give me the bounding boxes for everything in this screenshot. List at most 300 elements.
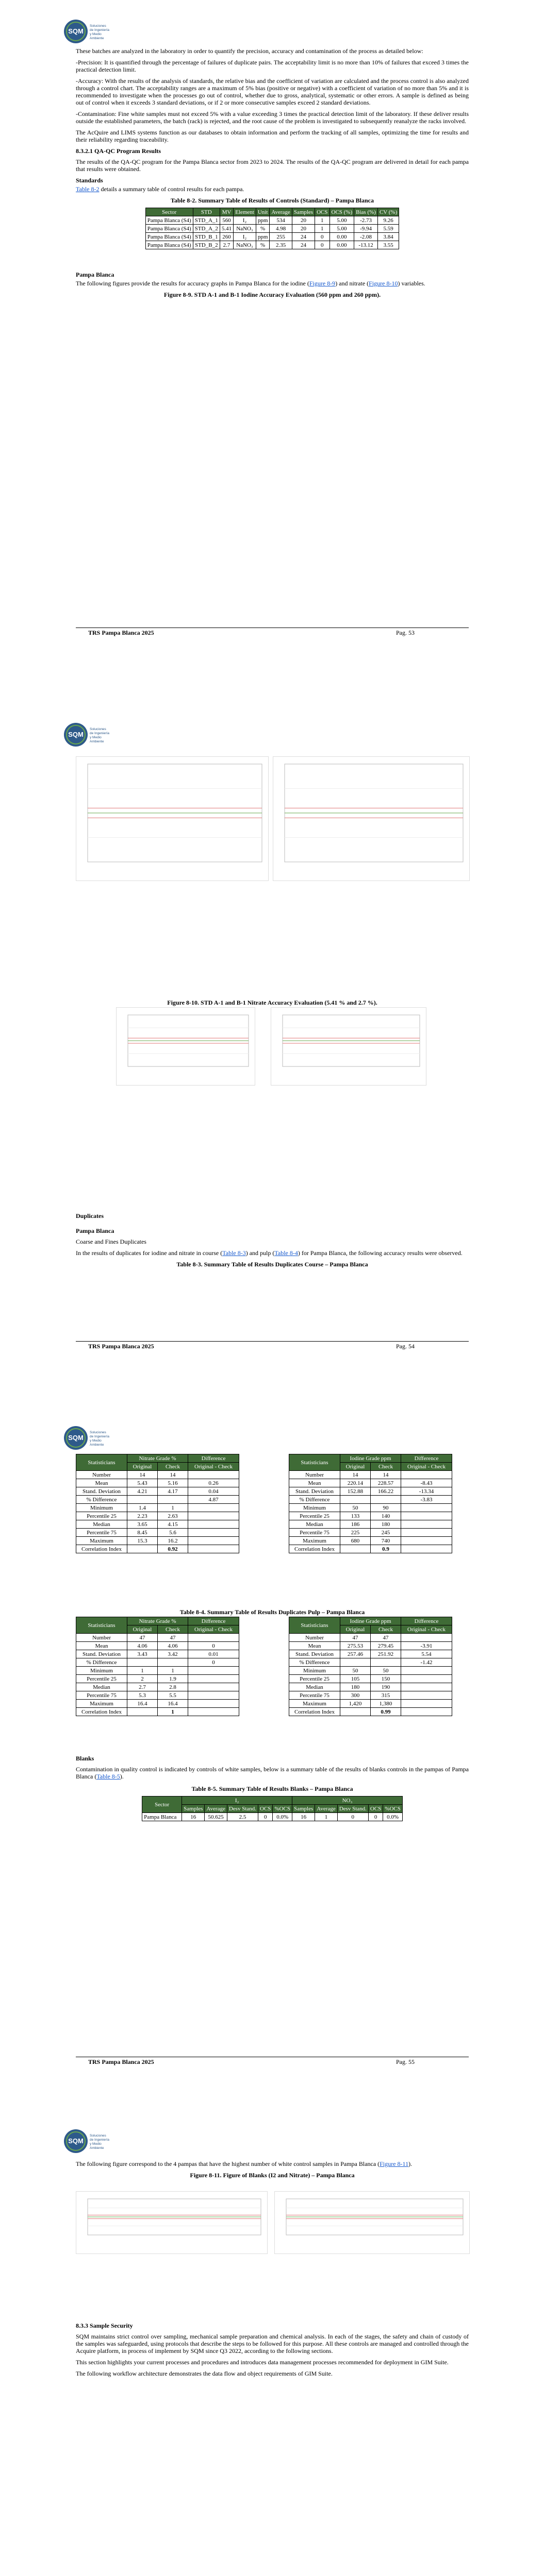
std-cell: 3.55 xyxy=(377,241,399,249)
stat-cell xyxy=(188,1529,239,1537)
stat-cell: 3.42 xyxy=(158,1650,188,1658)
stat-cell xyxy=(188,1512,239,1520)
stat-cell xyxy=(401,1675,452,1683)
stat-cell xyxy=(127,1545,158,1553)
sub-header: Original - Check xyxy=(188,1625,239,1634)
std-row xyxy=(145,241,399,249)
t5-cell: 0.0% xyxy=(273,1813,292,1821)
std-cell: 0 xyxy=(315,233,329,241)
stat-cell: Correlation Index xyxy=(76,1545,127,1553)
sub-header: Original xyxy=(340,1625,371,1634)
stat-cell: 8.45 xyxy=(127,1529,158,1537)
t5-cell: 0 xyxy=(337,1813,368,1821)
std-cell: -9.94 xyxy=(354,225,378,233)
stat-cell xyxy=(401,1529,452,1537)
stat-cell: 1 xyxy=(158,1667,188,1675)
stat-cell: Percentile 75 xyxy=(289,1529,340,1537)
duplicates-stat-table xyxy=(289,1454,452,1553)
page-55 xyxy=(0,1406,544,2110)
stat-cell: Median xyxy=(289,1683,340,1691)
stat-cell: 1 xyxy=(158,1708,188,1716)
page-56 xyxy=(0,2110,544,2576)
sub-header: Check xyxy=(158,1463,188,1471)
stat-cell: 47 xyxy=(127,1634,158,1642)
stat-cell: 180 xyxy=(340,1683,371,1691)
std-row xyxy=(145,233,399,241)
t5-cell: 16 xyxy=(182,1813,205,1821)
blanks-iodine-chart xyxy=(76,2191,268,2254)
stat-cell xyxy=(188,1675,239,1683)
stat-cell xyxy=(188,1471,239,1479)
figure-8-11-caption: Figure 8-11. Figure of Blanks (I2 and Nitrate) – Pampa Blanca xyxy=(190,2172,355,2179)
std-header-cell: STD xyxy=(193,208,220,216)
stat-cell: 5.3 xyxy=(127,1691,158,1700)
stat-cell xyxy=(401,1691,452,1700)
blanks-figure-paragraph: The following figure correspond to the 4 pampas that have the highest number of white control samples in Pampa Blanca (Figure 8-11). xyxy=(76,2160,413,2167)
sub-header: Check xyxy=(158,1625,188,1634)
coarse-fines-label: Coarse and Fines Duplicates xyxy=(76,1238,146,1245)
stat-cell: 5.54 xyxy=(401,1650,452,1658)
stat-cell: 50 xyxy=(371,1667,401,1675)
stat-cell: Percentile 25 xyxy=(289,1675,340,1683)
stat-cell: 166.22 xyxy=(371,1487,401,1496)
stat-cell: 4.17 xyxy=(158,1487,188,1496)
std-cell: Pampa Blanca (S4) xyxy=(145,241,193,249)
precision-paragraph: -Precision: It is quantified through the percentage of failures of duplicate pairs. The acceptability limit is no more than 10% of failures that exceed 3 times the practical detection limit. xyxy=(76,59,469,73)
stat-row xyxy=(289,1650,452,1658)
stat-row xyxy=(76,1700,239,1708)
std-header-cell: Element xyxy=(234,208,256,216)
page-54 xyxy=(0,703,544,1406)
figure-8-10-link[interactable]: Figure 8-10 xyxy=(369,280,398,287)
std-cell: 1 xyxy=(315,225,329,233)
std-cell: 5.41 xyxy=(220,225,233,233)
stat-cell: 15.3 xyxy=(127,1537,158,1545)
stat-cell: 2.63 xyxy=(158,1512,188,1520)
std-cell: Pampa Blanca (S4) xyxy=(145,216,193,225)
sub-header: Check xyxy=(371,1463,401,1471)
stat-cell: -3.83 xyxy=(401,1496,452,1504)
grade-header: Iodine Grade ppm xyxy=(340,1617,401,1625)
t5-cell: 1 xyxy=(315,1813,337,1821)
pampa-blanca-heading-2: Pampa Blanca xyxy=(76,1227,114,1234)
stat-cell: % Difference xyxy=(289,1496,340,1504)
stat-row xyxy=(289,1512,452,1520)
stat-cell: 14 xyxy=(127,1471,158,1479)
page-55-footer: TRS Pampa Blanca 2025 Pag. 55 xyxy=(76,2057,469,2058)
std-cell: I₂ xyxy=(234,216,256,225)
std-cell: NaNO₃ xyxy=(234,225,256,233)
stat-cell: Correlation Index xyxy=(76,1708,127,1716)
stat-row xyxy=(289,1520,452,1529)
stat-cell: 2 xyxy=(127,1675,158,1683)
stat-cell: Maximum xyxy=(289,1700,340,1708)
table-8-3-left xyxy=(76,1454,239,1553)
std-header-cell: OCS xyxy=(315,208,329,216)
std-cell: 3.84 xyxy=(377,233,399,241)
nitrate-accuracy-chart-b1 xyxy=(271,1007,426,1086)
stat-cell xyxy=(340,1545,371,1553)
difference-header: Difference xyxy=(401,1617,452,1625)
stat-cell: 50 xyxy=(340,1667,371,1675)
sub-header: Original xyxy=(127,1625,158,1634)
stat-cell: Stand. Deviation xyxy=(76,1650,127,1658)
stat-cell: 150 xyxy=(371,1675,401,1683)
stat-cell xyxy=(401,1520,452,1529)
table-8-4-link[interactable]: Table 8-4 xyxy=(274,1249,298,1257)
stat-row xyxy=(289,1700,452,1708)
stat-cell: 0.99 xyxy=(371,1708,401,1716)
acquire-paragraph: The AcQuire and LIMS systems function as our databases to obtain information and perform the tracking of all samples, optimizing the time for results and their reliability regarding traceability. xyxy=(76,129,469,143)
std-row xyxy=(145,216,399,225)
stat-row xyxy=(76,1537,239,1545)
stat-cell: 225 xyxy=(340,1529,371,1537)
figure-8-10-caption: Figure 8-10. STD A-1 and B-1 Nitrate Accuracy Evaluation (5.41 % and 2.7 %). xyxy=(167,999,377,1006)
t5-cell: 0 xyxy=(368,1813,383,1821)
stat-cell: 275.53 xyxy=(340,1642,371,1650)
stat-cell: 1 xyxy=(158,1504,188,1512)
stat-cell: -8.43 xyxy=(401,1479,452,1487)
stat-cell xyxy=(340,1496,371,1504)
stat-cell xyxy=(188,1708,239,1716)
iodine-accuracy-chart-b1 xyxy=(273,756,470,881)
sqm-logo: SQM Soluciones de Ingeniería y Medio Ambiente xyxy=(64,1426,110,1450)
table-8-3-caption: Table 8-3. Summary Table of Results Duplicates Course – Pampa Blanca xyxy=(176,1261,368,1268)
std-header-cell: OCS (%) xyxy=(329,208,354,216)
stat-row xyxy=(289,1545,452,1553)
figure-8-9-caption: Figure 8-9. STD A-1 and B-1 Iodine Accuracy Evaluation (560 ppm and 260 ppm). xyxy=(163,291,381,298)
std-cell: 2.7 xyxy=(220,241,233,249)
stat-cell: Number xyxy=(76,1471,127,1479)
stat-cell: 0.92 xyxy=(158,1545,188,1553)
stat-cell xyxy=(401,1683,452,1691)
stat-cell: 16.4 xyxy=(158,1700,188,1708)
stat-row xyxy=(76,1479,239,1487)
stat-cell xyxy=(340,1708,371,1716)
stat-cell: Percentile 75 xyxy=(76,1691,127,1700)
stat-cell: 1,380 xyxy=(371,1700,401,1708)
table-8-3-link[interactable]: Table 8-3 xyxy=(222,1249,246,1257)
stat-cell: 740 xyxy=(371,1537,401,1545)
stat-row xyxy=(289,1487,452,1496)
stat-cell: Correlation Index xyxy=(289,1545,340,1553)
stat-cell: Median xyxy=(289,1520,340,1529)
stat-cell: 90 xyxy=(371,1504,401,1512)
stat-row xyxy=(289,1634,452,1642)
std-cell: STD_A_1 xyxy=(193,216,220,225)
duplicates-stat-table xyxy=(289,1617,452,1716)
std-cell: 260 xyxy=(220,233,233,241)
table-8-2-link[interactable]: Table 8-2 xyxy=(76,185,100,193)
std-cell: Pampa Blanca (S4) xyxy=(145,225,193,233)
sub-header: Check xyxy=(371,1625,401,1634)
stat-cell: 3.43 xyxy=(127,1650,158,1658)
stat-row xyxy=(76,1487,239,1496)
stat-cell: Stand. Deviation xyxy=(289,1650,340,1658)
stat-cell: Median xyxy=(76,1683,127,1691)
std-cell: ppm xyxy=(256,216,270,225)
stat-cell: Maximum xyxy=(289,1537,340,1545)
std-header-cell: Unit xyxy=(256,208,270,216)
accuracy-paragraph: -Accuracy: With the results of the analysis of standards, the relative bias and the coefficient of variation are calculated and the process control is also analyzed through a control chart. The acceptability ranges are a maximum of 5% bias (positive or negative) with a coefficient of variation of no more than 5% and it is recommended to investigate when the processes go out of control, whether due to gross, analytical, systematic or other errors. A sample is defined as being out of control when it exceeds 3 standard deviations, or if 2 or more consecutive samples exceed 2 standard deviations. xyxy=(76,77,469,106)
sub-header: Original - Check xyxy=(401,1463,452,1471)
std-cell: 24 xyxy=(292,233,315,241)
stat-cell xyxy=(401,1471,452,1479)
stat-cell xyxy=(401,1634,452,1642)
std-cell: -13.12 xyxy=(354,241,378,249)
sub-header: Original xyxy=(127,1463,158,1471)
security-paragraph-3: The following workflow architecture demonstrates the data flow and object requirements of GIM Suite. xyxy=(76,2370,333,2377)
stat-cell: 133 xyxy=(340,1512,371,1520)
t5-sub-header: %OCS xyxy=(383,1805,403,1813)
blanks-paragraph: Contamination in quality control is indicated by controls of white samples, below is a summary table of the results of blanks controls in the pampas of Pampa Blanca (Table 8-5). xyxy=(76,1766,469,1780)
t5-cell: 0 xyxy=(258,1813,273,1821)
stat-cell xyxy=(401,1708,452,1716)
stat-cell: 1,420 xyxy=(340,1700,371,1708)
stat-cell: Maximum xyxy=(76,1537,127,1545)
stat-row xyxy=(76,1529,239,1537)
stat-cell: 1 xyxy=(127,1667,158,1675)
std-cell: -2.08 xyxy=(354,233,378,241)
stat-row xyxy=(289,1667,452,1675)
stat-cell: 0.9 xyxy=(371,1545,401,1553)
sub-header: Original - Check xyxy=(188,1463,239,1471)
stat-row xyxy=(289,1658,452,1667)
page-54-body xyxy=(76,1208,469,1272)
std-cell: STD_B_1 xyxy=(193,233,220,241)
stat-cell: Percentile 25 xyxy=(289,1512,340,1520)
stat-cell: 190 xyxy=(371,1683,401,1691)
standards-table xyxy=(145,208,400,249)
t5-sub-header: %OCS xyxy=(273,1805,292,1813)
t5-cell: 50.625 xyxy=(205,1813,227,1821)
intro-paragraph: These batches are analyzed in the laboratory in order to quantify the precision, accuracy and contamination of the process as detailed below: xyxy=(76,47,423,55)
std-cell: STD_A_2 xyxy=(193,225,220,233)
std-cell: 2.35 xyxy=(270,241,292,249)
statisticians-header: Statisticians xyxy=(76,1617,127,1634)
contamination-paragraph: -Contamination: Fine white samples must not exceed 5% with a value exceeding 3 times the practical detection limit of the laboratory. If these deliver results outside the established parameters, the batch (rack) is rejected, and the root cause of the problem is investigated to subsequently reanalyze the racks involved. xyxy=(76,110,469,125)
table-8-4-caption: Table 8-4. Summary Table of Results Duplicates Pulp – Pampa Blanca xyxy=(179,1608,365,1616)
t5-sub-header: OCS xyxy=(368,1805,383,1813)
t5-cell: 2.5 xyxy=(227,1813,258,1821)
stat-cell: Minimum xyxy=(289,1667,340,1675)
iodine-accuracy-chart-a1 xyxy=(76,756,269,881)
t5-sub-header: Average xyxy=(315,1805,337,1813)
std-cell: -2.73 xyxy=(354,216,378,225)
stat-cell xyxy=(188,1634,239,1642)
stat-cell: 140 xyxy=(371,1512,401,1520)
table-8-2-caption: Table 8-2. Summary Table of Results of Controls (Standard) – Pampa Blanca xyxy=(170,197,374,204)
stat-cell: % Difference xyxy=(289,1658,340,1667)
stat-cell: 105 xyxy=(340,1675,371,1683)
pampa-blanca-heading: Pampa Blanca xyxy=(76,271,114,278)
stat-cell: 1.9 xyxy=(158,1675,188,1683)
stat-row xyxy=(76,1708,239,1716)
stat-cell: 4.21 xyxy=(127,1487,158,1496)
stat-cell: -3.91 xyxy=(401,1642,452,1650)
std-cell: 0 xyxy=(315,241,329,249)
stat-cell: Mean xyxy=(76,1642,127,1650)
stat-cell: Number xyxy=(289,1471,340,1479)
stat-cell: 251.92 xyxy=(371,1650,401,1658)
stat-row xyxy=(76,1520,239,1529)
std-cell: NaNO₃ xyxy=(234,241,256,249)
blanks-table xyxy=(142,1796,403,1821)
t5-sub-header: Average xyxy=(205,1805,227,1813)
stat-row xyxy=(76,1675,239,1683)
stat-cell xyxy=(127,1496,158,1504)
t5-sector-header: Sector xyxy=(142,1797,182,1813)
stat-cell: Mean xyxy=(289,1642,340,1650)
stat-cell xyxy=(188,1545,239,1553)
t5-cell: 16 xyxy=(292,1813,315,1821)
stat-cell: 228.57 xyxy=(371,1479,401,1487)
stat-row xyxy=(289,1537,452,1545)
grade-header: Nitrate Grade % xyxy=(127,1617,188,1625)
stat-cell: 16.2 xyxy=(158,1537,188,1545)
statisticians-header: Statisticians xyxy=(289,1454,340,1471)
page-53-footer: TRS Pampa Blanca 2025 Pag. 53 xyxy=(76,628,469,629)
stat-cell: 680 xyxy=(340,1537,371,1545)
stat-row xyxy=(289,1675,452,1683)
stat-row xyxy=(76,1667,239,1675)
stat-row xyxy=(289,1683,452,1691)
stat-cell: 0 xyxy=(188,1642,239,1650)
std-cell: 5.59 xyxy=(377,225,399,233)
stat-cell: Mean xyxy=(289,1479,340,1487)
std-cell: 5.00 xyxy=(329,216,354,225)
stat-row xyxy=(76,1496,239,1504)
t5-sub-header: Samples xyxy=(292,1805,315,1813)
difference-header: Difference xyxy=(188,1454,239,1463)
sqm-logo: SQM Soluciones de Ingeniería y Medio Ambiente xyxy=(64,723,110,747)
stat-cell: Number xyxy=(289,1634,340,1642)
standards-heading: Standards xyxy=(76,177,103,184)
stat-cell: 279.45 xyxy=(371,1642,401,1650)
stat-cell: Median xyxy=(76,1520,127,1529)
stat-cell xyxy=(188,1520,239,1529)
std-cell: ppm xyxy=(256,233,270,241)
std-cell: 0.00 xyxy=(329,233,354,241)
t5-cell: 0.0% xyxy=(383,1813,403,1821)
security-paragraph-1: SQM maintains strict control over sampling, mechanical sample preparation and chemical analysis. In each of the stages, the safety and chain of custody of the samples was safeguarded, using protocols that describe the steps to be followed for this purpose. All these controls are managed and controlled through the Acquire platform, in process of implement by SQM since Q3 2022, according to the following sections. xyxy=(76,2333,469,2354)
stat-cell: 3.65 xyxy=(127,1520,158,1529)
std-cell: 5.00 xyxy=(329,225,354,233)
stat-cell: Percentile 75 xyxy=(76,1529,127,1537)
stat-row xyxy=(289,1691,452,1700)
stat-cell: 220.14 xyxy=(340,1479,371,1487)
std-header-cell: Samples xyxy=(292,208,315,216)
stat-cell: 300 xyxy=(340,1691,371,1700)
stat-row xyxy=(76,1504,239,1512)
stat-cell: 0.04 xyxy=(188,1487,239,1496)
sample-security-heading: 8.3.3 Sample Security xyxy=(76,2322,133,2329)
t5-cell: Pampa Blanca xyxy=(142,1813,182,1821)
stat-cell: 5.6 xyxy=(158,1529,188,1537)
stat-cell: 2.8 xyxy=(158,1683,188,1691)
std-cell: 20 xyxy=(292,225,315,233)
stat-row xyxy=(289,1479,452,1487)
stat-row xyxy=(289,1496,452,1504)
grade-header: Nitrate Grade % xyxy=(127,1454,188,1463)
stat-row xyxy=(289,1529,452,1537)
stat-cell xyxy=(127,1658,158,1667)
sqm-logo: SQM Soluciones de Ingeniería y Medio Ambiente xyxy=(64,2129,110,2153)
page-56-body xyxy=(76,2160,469,2182)
std-header-cell: MV xyxy=(220,208,233,216)
stat-cell: Percentile 75 xyxy=(289,1691,340,1700)
table-8-3-right xyxy=(289,1454,452,1553)
stat-cell: 0.26 xyxy=(188,1479,239,1487)
stat-cell: 4.06 xyxy=(158,1642,188,1650)
stat-row xyxy=(76,1634,239,1642)
stat-cell xyxy=(127,1708,158,1716)
stat-row xyxy=(76,1642,239,1650)
t5-sub-header: Desv Stand. xyxy=(227,1805,258,1813)
stat-cell xyxy=(401,1504,452,1512)
page-55-body xyxy=(76,1751,469,1821)
figure-8-11-link[interactable]: Figure 8-11 xyxy=(380,2160,409,2167)
stat-cell: -1.42 xyxy=(401,1658,452,1667)
stat-cell: 0.01 xyxy=(188,1650,239,1658)
std-header-cell: CV (%) xyxy=(377,208,399,216)
std-cell: % xyxy=(256,225,270,233)
stat-cell: 50 xyxy=(340,1504,371,1512)
std-cell: 20 xyxy=(292,216,315,225)
stat-cell: Correlation Index xyxy=(289,1708,340,1716)
std-header-cell: Average xyxy=(270,208,292,216)
duplicates-heading: Duplicates xyxy=(76,1212,104,1219)
stat-cell: 47 xyxy=(340,1634,371,1642)
stat-cell: Stand. Deviation xyxy=(76,1487,127,1496)
sqm-logo: SQM Soluciones de Ingeniería y Medio Ambiente xyxy=(64,20,110,43)
duplicates-stat-table xyxy=(76,1454,239,1553)
figure-8-9-link[interactable]: Figure 8-9 xyxy=(309,280,336,287)
stat-cell xyxy=(401,1512,452,1520)
t5-sub-header: Samples xyxy=(182,1805,205,1813)
stat-cell: Stand. Deviation xyxy=(289,1487,340,1496)
stat-cell xyxy=(340,1658,371,1667)
stat-row xyxy=(76,1512,239,1520)
qaqc-results-heading: 8.3.2.1 QA-QC Program Results xyxy=(76,147,161,155)
std-cell: 0.00 xyxy=(329,241,354,249)
std-cell: 24 xyxy=(292,241,315,249)
table-8-4-left xyxy=(76,1617,239,1716)
table-8-5-link[interactable]: Table 8-5 xyxy=(96,1773,120,1780)
stat-cell: 4.87 xyxy=(188,1496,239,1504)
std-cell: 9.26 xyxy=(377,216,399,225)
stat-row xyxy=(76,1650,239,1658)
stat-cell: -13.34 xyxy=(401,1487,452,1496)
std-header-cell: Sector xyxy=(145,208,193,216)
table-8-5-caption: Table 8-5. Summary Table of Results Blanks – Pampa Blanca xyxy=(191,1785,353,1792)
stat-cell: 180 xyxy=(371,1520,401,1529)
stat-cell: Number xyxy=(76,1634,127,1642)
t5-nitrate-header: NO₃ xyxy=(292,1797,403,1805)
stat-cell: 2.7 xyxy=(127,1683,158,1691)
blanks-nitrate-chart xyxy=(274,2191,470,2254)
stat-cell: Minimum xyxy=(289,1504,340,1512)
difference-header: Difference xyxy=(401,1454,452,1463)
stat-row xyxy=(76,1683,239,1691)
stat-cell xyxy=(401,1537,452,1545)
stat-cell: 14 xyxy=(371,1471,401,1479)
std-row xyxy=(145,225,399,233)
standards-paragraph: Table 8-2 details a summary table of control results for each pampa. xyxy=(76,185,244,193)
stat-cell: Maximum xyxy=(76,1700,127,1708)
stat-cell: 1.4 xyxy=(127,1504,158,1512)
stat-row xyxy=(76,1658,239,1667)
